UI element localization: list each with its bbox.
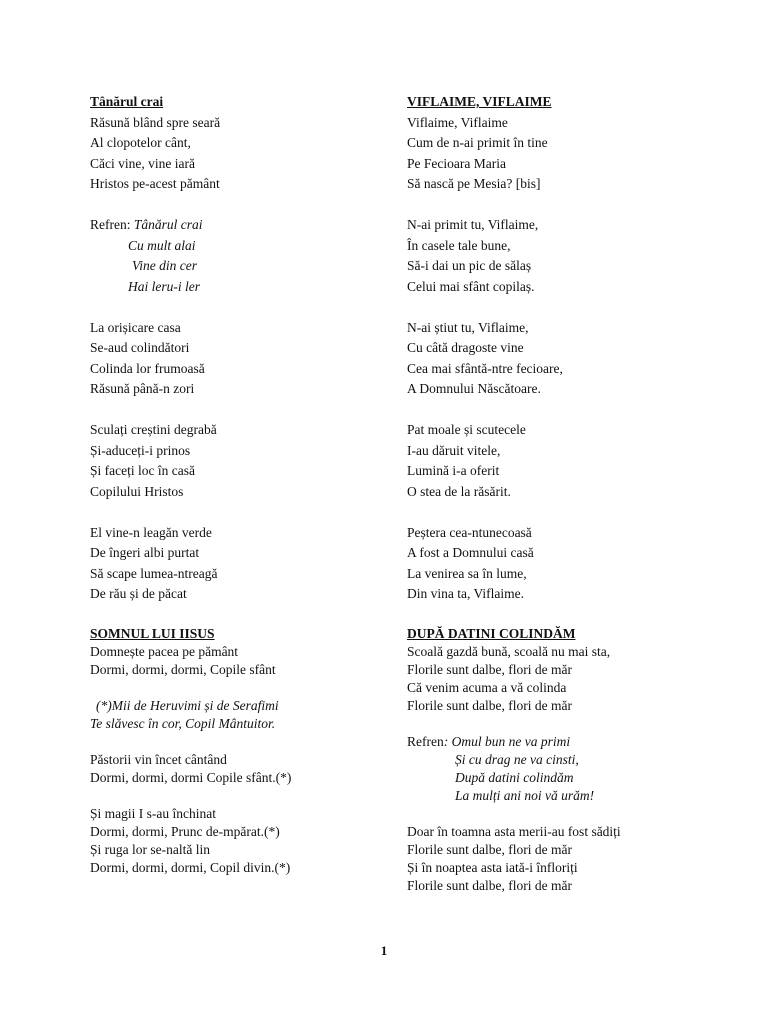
verse-line: Florile sunt dalbe, flori de măr [407, 878, 572, 893]
verse-line: Dormi, dormi, dormi Copile sfânt.(*) [90, 770, 292, 785]
song-title-somnul-lui-iisus: SOMNUL LUI IISUS [90, 626, 215, 641]
verse-line: Al clopotelor cânt, [90, 135, 191, 150]
verse-line: Cu câtă dragoste vine [407, 340, 524, 355]
verse-line: Că venim acuma a vă colinda [407, 680, 567, 695]
stanza [407, 318, 727, 400]
verse-line: N-ai primit tu, Viflaime, [407, 217, 539, 232]
refrain-line: La mulți ani noi vă urăm! [455, 788, 595, 803]
verse-line: A fost a Domnului casă [407, 545, 534, 560]
refrain-line: Și cu drag ne va cinsti, [455, 752, 579, 767]
verse-line: A Domnului Născătoare. [407, 381, 541, 396]
verse-line: Din vina ta, Viflaime. [407, 586, 525, 601]
verse-line: Dormi, dormi, Prunc de-mpărat.(*) [90, 824, 280, 839]
verse-line: Florile sunt dalbe, flori de măr [407, 698, 572, 713]
song-title-viflaime: VIFLAIME, VIFLAIME [407, 94, 552, 109]
left-column [90, 92, 380, 877]
verse-line: Celui mai sfânt copilaș. [407, 278, 535, 294]
verse-line: Și în noaptea asta iată-i înfloriți [407, 860, 578, 875]
refrain-line: (*)Mii de Heruvimi și de Serafimi [96, 698, 279, 713]
song-dupa-datini-colindam [407, 625, 727, 895]
refrain [90, 215, 380, 297]
verse-line: Căci vine, vine iară [90, 155, 195, 171]
verse-line: Să nască pe Mesia? [bis] [407, 176, 541, 191]
verse-line: De rău și de păcat [90, 586, 187, 601]
verse-line: Să scape lumea-ntreagă [90, 565, 218, 581]
verse-line: La orișicare casa [90, 319, 181, 335]
verse-line: Peștera cea-ntunecoasă [407, 524, 532, 540]
verse-line: Și faceți loc în casă [90, 463, 195, 478]
refrain-line: Tânărul crai [133, 217, 203, 232]
stanza [407, 113, 727, 195]
refrain-line: Cu mult alai [128, 237, 196, 253]
verse-line: Să-i dai un pic de sălaș [407, 258, 532, 273]
verse-line: N-ai știut tu, Viflaime, [407, 319, 529, 335]
verse-line: Cea mai sfântă-ntre fecioare, [407, 360, 563, 376]
verse-line: Copilului Hristos [90, 483, 184, 499]
refrain-line: Hai leru-i ler [128, 278, 200, 294]
refrain-first-line [90, 215, 380, 236]
right-column [407, 92, 727, 895]
verse-line: Sculați creștini degrabă [90, 422, 217, 437]
verse-line: La venirea sa în lume, [407, 565, 527, 581]
stanza [90, 523, 380, 605]
verse-line: În casele tale bune, [407, 237, 511, 253]
verse-line: Florile sunt dalbe, flori de măr [407, 662, 572, 677]
refrain-label: Refren: [90, 217, 134, 232]
song-title-dupa-datini: DUPĂ DATINI COLINDĂM [407, 626, 576, 641]
song-title-tanarul-crai: Tânărul crai [90, 94, 164, 109]
stanza [407, 523, 727, 605]
refrain-line: După datini colindăm [455, 770, 574, 785]
verse-line: Răsună până-n zori [90, 381, 195, 396]
verse-line: Domnește pacea pe pământ [90, 644, 239, 659]
verse-line: Pe Fecioara Maria [407, 155, 506, 171]
verse-line: Și magii I s-au închinat [90, 806, 216, 821]
stanza [407, 215, 727, 297]
verse-line: Păstorii vin încet cântând [90, 752, 227, 767]
verse-line: Dormi, dormi, dormi, Copile sfânt [90, 662, 276, 677]
stanza [90, 318, 380, 400]
verse-line: Florile sunt dalbe, flori de măr [407, 842, 572, 857]
refrain-line: Te slăvesc în cor, Copil Mântuitor. [90, 716, 276, 731]
verse-line: Scoală gazdă bună, scoală nu mai sta, [407, 644, 611, 659]
verse-line: Și ruga lor se-naltă lin [90, 842, 210, 857]
verse-line: Viflaime, Viflaime [407, 114, 508, 130]
stanza [90, 420, 380, 502]
stanza [407, 420, 727, 502]
verse-line: Hristos pe-acest pământ [90, 176, 220, 191]
verse-line: Se-aud colindători [90, 340, 190, 355]
verse-line: Pat moale și scutecele [407, 422, 526, 437]
verse-line: Și-aduceți-i prinos [90, 442, 191, 458]
verse-line: Lumină i-a oferit [407, 463, 500, 478]
verse-line: Răsună blând spre seară [90, 114, 221, 130]
song-somnul-lui-iisus [90, 625, 380, 877]
verse-line: El vine-n leagăn verde [90, 524, 212, 540]
verse-line: O stea de la răsărit. [407, 483, 511, 499]
refrain-line: : Omul bun ne va primi [443, 734, 571, 749]
verse-line: De îngeri albi purtat [90, 545, 200, 560]
verse-line: Dormi, dormi, dormi, Copil divin.(*) [90, 860, 291, 875]
verse-line: Colinda lor frumoasă [90, 360, 205, 376]
refrain-line: Vine din cer [132, 258, 197, 273]
refrain-label: Refren [407, 734, 444, 749]
stanza [90, 113, 380, 195]
verse-line: Doar în toamna asta merii-au fost sădiți [407, 824, 621, 839]
verse-line: Cum de n-ai primit în tine [407, 135, 548, 150]
verse-line: I-au dăruit vitele, [407, 442, 501, 458]
refrain-first-line [407, 733, 727, 751]
page-number: 1 [380, 943, 388, 958]
